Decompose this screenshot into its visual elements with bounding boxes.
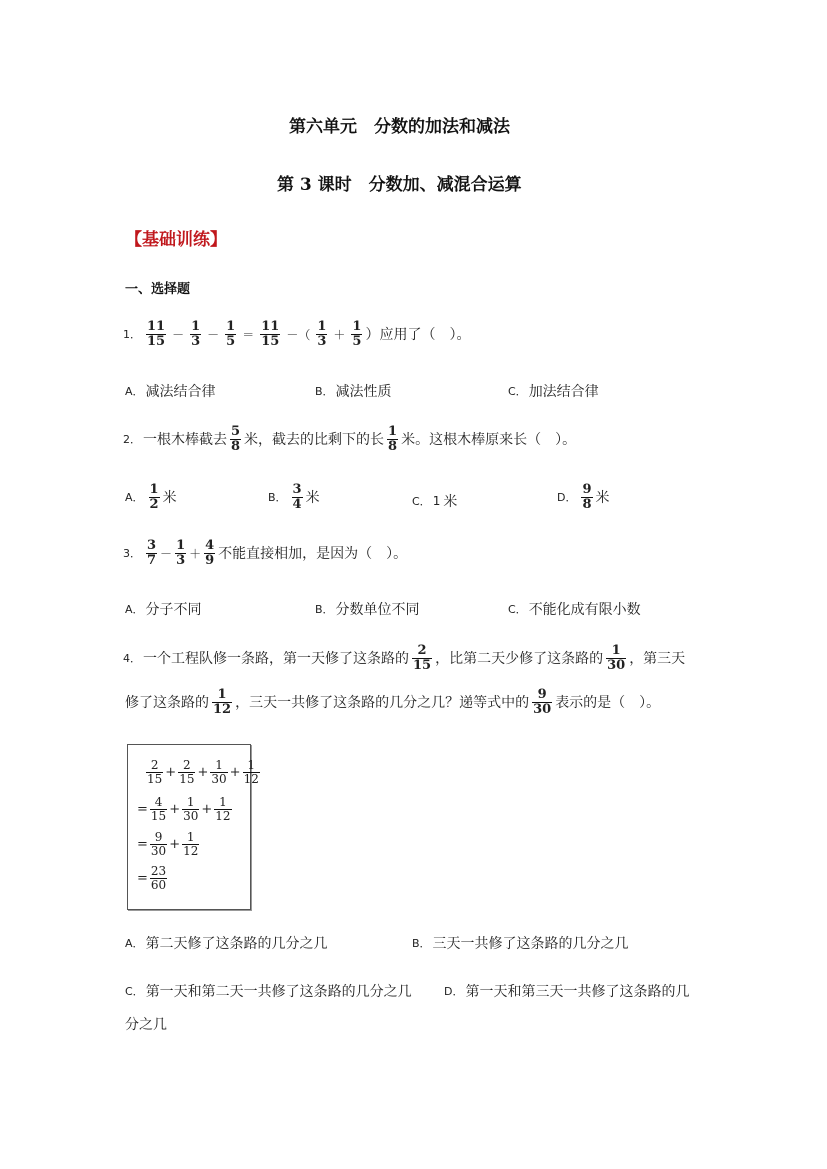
question-2 bbox=[123, 425, 576, 453]
calc-row-3: = $\frac{9}{30}$ + $\frac{1}{12}$ bbox=[137, 830, 199, 858]
question-text: 修了这条路的 bbox=[125, 695, 209, 712]
q1-option-a[interactable]: A． 减法结合律 bbox=[125, 384, 216, 400]
calculation-figure bbox=[127, 744, 259, 910]
operator: － bbox=[172, 327, 185, 342]
q3-option-c[interactable]: C． 不能化成有限小数 bbox=[508, 602, 641, 618]
question-number: 1． bbox=[123, 328, 141, 342]
fraction: $\frac{1}{3}$ bbox=[191, 319, 201, 349]
fraction: $\frac{5}{8}$ bbox=[231, 424, 241, 454]
q3-option-a[interactable]: A． 分子不同 bbox=[125, 602, 202, 618]
fraction: $\frac{1}{3}$ bbox=[176, 538, 186, 568]
part-heading: 一、选择题 bbox=[125, 282, 191, 297]
operator: － bbox=[160, 546, 173, 561]
question-number: 3． bbox=[123, 547, 141, 561]
q2-option-b[interactable]: B． $\frac{3}{4}$ 米 bbox=[268, 482, 320, 512]
q4-option-c[interactable]: C． 第一天和第二天一共修了这条路的几分之几 bbox=[125, 984, 412, 1000]
fraction: $\frac{1}{8}$ bbox=[388, 424, 398, 454]
fraction: $\frac{3}{7}$ bbox=[147, 538, 157, 568]
q4-option-b[interactable]: B． 三天一共修了这条路的几分之几 bbox=[412, 936, 629, 952]
calc-row-1: $\frac{2}{15}$ + $\frac{2}{15}$ + $\frac{1}{30}$ + $\frac{1}{12}$ bbox=[147, 758, 259, 786]
operator: － bbox=[207, 327, 220, 342]
fraction: $\frac{11}{15}$ bbox=[147, 319, 166, 349]
unit-title: 第六单元 分数的加法和减法 bbox=[289, 117, 510, 137]
question-text: 米。这根木棒原来长（ ）。 bbox=[401, 432, 577, 449]
fraction: $\frac{1}{3}$ bbox=[317, 319, 327, 349]
question-text: ，三天一共修了这条路的几分之几？递等式中的 bbox=[235, 695, 530, 712]
question-text: 不能直接相加，是因为（ ）。 bbox=[218, 546, 408, 563]
question-1 bbox=[123, 320, 470, 348]
operator: ＋ bbox=[333, 327, 346, 342]
question-text: 表示的是（ ）。 bbox=[555, 695, 661, 712]
q2-option-d[interactable]: D． $\frac{9}{8}$ 米 bbox=[557, 482, 610, 512]
question-text: 米，截去的比剩下的长 bbox=[244, 432, 385, 449]
fraction: $\frac{1}{12}$ bbox=[213, 687, 232, 717]
fraction: $\frac{1}{5}$ bbox=[352, 319, 362, 349]
calc-row-4: = $\frac{23}{60}$ bbox=[137, 864, 167, 892]
q1-option-b[interactable]: B． 减法性质 bbox=[315, 384, 392, 400]
q4-option-d-continued: 分之几 bbox=[125, 1017, 167, 1033]
q2-option-a[interactable]: A． $\frac{1}{2}$ 米 bbox=[125, 482, 177, 512]
q1-option-c[interactable]: C． 加法结合律 bbox=[508, 384, 599, 400]
question-text: ，第三天 bbox=[629, 651, 686, 668]
calc-row-2: = $\frac{4}{15}$ + $\frac{1}{30}$ + $\frac{1}{12}$ bbox=[137, 795, 231, 823]
fraction: $\frac{11}{15}$ bbox=[261, 319, 280, 349]
q3-option-b[interactable]: B． 分数单位不同 bbox=[315, 602, 420, 618]
q4-option-a[interactable]: A． 第二天修了这条路的几分之几 bbox=[125, 936, 328, 952]
question-4-line-2 bbox=[125, 688, 660, 716]
question-3 bbox=[123, 539, 407, 567]
q4-option-d[interactable]: D． 第一天和第三天一共修了这条路的几 bbox=[444, 984, 690, 1000]
lesson-title: 第 3 课时 分数加、减混合运算 bbox=[277, 175, 522, 195]
question-number: 4． bbox=[123, 652, 141, 666]
fraction: $\frac{4}{9}$ bbox=[205, 538, 215, 568]
operator: ＋ bbox=[189, 546, 202, 561]
q2-option-c[interactable]: C． 1 米 bbox=[412, 494, 458, 510]
fraction: $\frac{2}{15}$ bbox=[413, 643, 432, 673]
question-number: 2． bbox=[123, 433, 141, 447]
fraction: $\frac{1}{5}$ bbox=[226, 319, 236, 349]
fraction: $\frac{9}{30}$ bbox=[533, 687, 552, 717]
question-text: 一个工程队修一条路，第一天修了这条路的 bbox=[143, 651, 409, 668]
question-text: 一根木棒截去 bbox=[143, 432, 227, 449]
fraction: $\frac{1}{30}$ bbox=[607, 643, 626, 673]
operator: －（ bbox=[286, 327, 311, 342]
operator: ＝ bbox=[242, 327, 255, 342]
question-4-line-1 bbox=[123, 644, 685, 672]
question-text: ）应用了（ ）。 bbox=[365, 327, 471, 344]
question-text: ，比第二天少修了这条路的 bbox=[435, 651, 604, 668]
section-label: 【基础训练】 bbox=[125, 230, 227, 250]
